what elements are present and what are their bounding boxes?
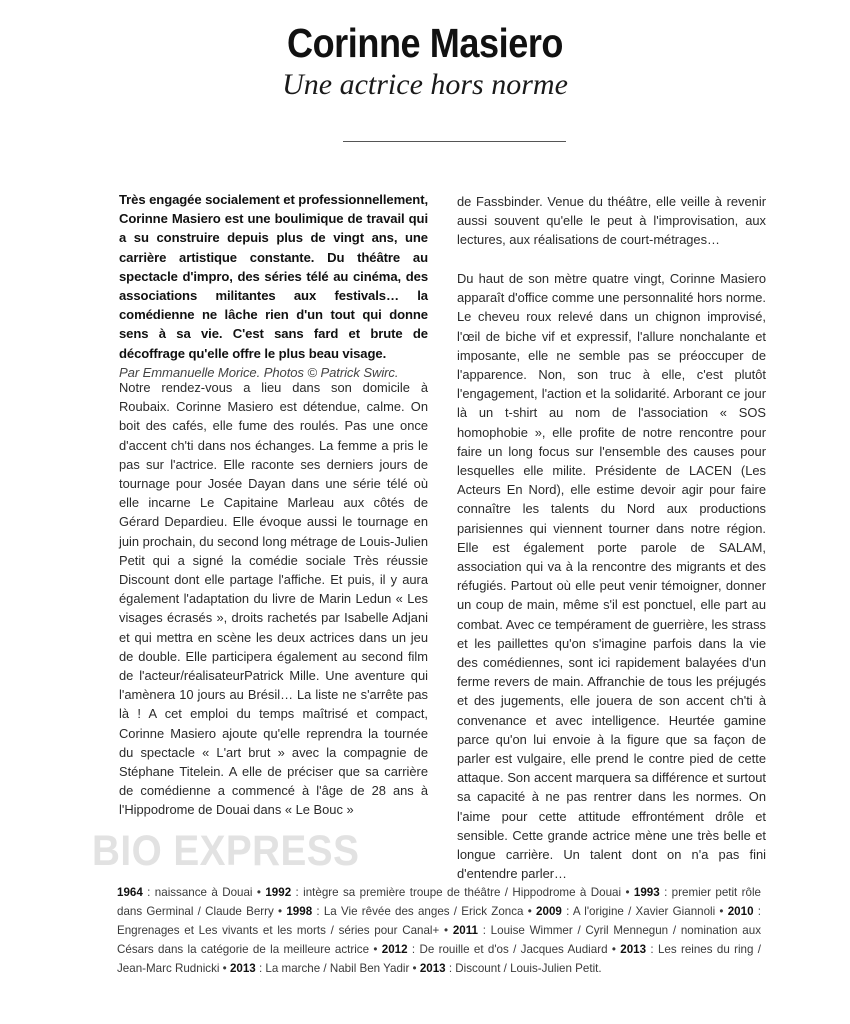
bio-description: : Discount / Louis-Julien Petit.: [445, 962, 602, 975]
bio-heading: BIO EXPRESS: [92, 827, 360, 875]
bio-description: : intègre sa première troupe de théâtre / Hippodrome à Douai •: [291, 886, 634, 899]
bio-description: : Louise Wimmer / Cyril Mennegun / nomination aux Césars dans la catégorie de la meilleure actrice •: [117, 924, 761, 956]
bio-year: 1998: [286, 905, 313, 918]
bio-year: 2012: [381, 943, 408, 956]
bio-entry: [230, 962, 420, 975]
bio-description: : La marche / Nabil Ben Yadir •: [255, 962, 420, 975]
article-column-right-top: [457, 192, 766, 250]
bio-timeline: [117, 883, 761, 978]
bio-entry: [420, 962, 602, 975]
photo-credit: Par Emmanuelle Morice. Photos © Patrick Swirc.: [119, 364, 399, 380]
article-paragraph: de Fassbinder. Venue du théâtre, elle veille à revenir aussi souvent qu'elle le peut à l'improvisation, aux lectures, aux réalisations de court-métrages…: [457, 194, 766, 248]
bio-year: 2013: [419, 962, 446, 975]
bio-description: : La Vie rêvée des anges / Erick Zonca •: [312, 905, 537, 918]
lead-intro: Très engagée socialement et professionnellement, Corinne Masiero est une boulimique de travail qui a su construire depuis plus de vingt ans, une carrière artistique constante. Du théâtre au spectacle d'impro, des séries télé au cinéma, des associations militantes aux festivals… la comédienne ne lâche rien d'un tout qui donne sens à sa vie. C'est sans fard et brute de décoffrage qu'elle offre le plus beau visage.: [119, 192, 428, 361]
bio-year: 2010: [727, 905, 754, 918]
bio-description: : A l'origine / Xavier Giannoli •: [561, 905, 728, 918]
bio-year: 2013: [620, 943, 647, 956]
bio-year: 2009: [536, 905, 562, 918]
bio-description: : Les reines du ring / Jean-Marc Rudnicki •: [117, 943, 761, 975]
article-column-left: [119, 378, 428, 820]
bio-year: 1993: [633, 886, 660, 899]
article-subtitle: Une actrice hors norme: [282, 68, 568, 101]
bio-year: 2011: [452, 924, 478, 937]
article-paragraph: Du haut de son mètre quatre vingt, Corinne Masiero apparaît d'office comme une personnalité hors norme. Le cheveu roux relevé dans un chignon improvisé, l'œil de biche vif et expressif, l'allure nonchalante et imposante, elle ne semble pas se préoccuper de l'apparence. Non, son truc à elle, c'est plutôt l'engagement, l'action et la solidarité. Arborant ce jour là un t-shirt au nom de l'association « SOS homophobie », elle profite de notre rencontre pour faire un long focus sur l'ensemble des causes pour lesquelles elle milite. Présidente de LACEN (Les Acteurs En Nord), elle estime devoir agir pour faire connaître les talents du Nord aux productions parisiennes qui viennent tourner dans notre région. Elle est également porte parole de SALAM, association qui va à la rencontre des migrants et des réfugiés. Partout où elle peut venir témoigner, donner un coup de main, même s'il est ponctuel, elle part au combat. Avec ce tempérament de guerrière, les strass et les paillettes qu'on s'imagine parfois dans la vie des comédiennes, sont ici rapidement balayées d'un ferme revers de main. Affranchie de tous les préjugés et des jugements, elle jouera de son accent ch'ti à convenance et avec intelligence. Heurtée gamine parce qu'on lui envoie à la figure que sa façon de parler est vulgaire, elle prend le contre pied de cette attaque. Son accent marquera sa différence et surtout sa capacité à ne pas rentrer dans les normes. On l'aime pour cette attitude effrontément drôle et sensible. Cette grande actrice mène une très belle et longue carrière. Un talent dont on n'a pas fini d'entendre parler…: [457, 271, 766, 882]
article-title: Corinne Masiero: [286, 20, 564, 66]
bio-year: 1964: [117, 886, 143, 899]
bio-description: : Engrenages et Les vivants et les morts / séries pour Canal+ •: [117, 905, 761, 937]
lead-block: [119, 190, 428, 382]
title-divider: [343, 141, 566, 142]
bio-description: : De rouille et d'os / Jacques Audiard •: [407, 943, 621, 956]
article-paragraph: Notre rendez-vous a lieu dans son domicile à Roubaix. Corinne Masiero est détendue, calme. On boit des cafés, elle fume des roulés. Pas une once d'accent ch'ti dans nos échanges. La femme a pris le pas sur l'actrice. Elle raconte ses derniers jours de tournage pour Josée Dayan dans une série télé où elle incarne Le Capitaine Marleau aux côtés de Gérard Depardieu. Elle évoque aussi le tournage en juin prochain, du second long métrage de Louis-Julien Petit qui a signé la comédie sociale Très réussie Discount dont elle partage l'affiche. Et puis, il y aura également l'adaptation du livre de Marin Ledun « Les visages écrasés », droits rachetés par Isabelle Adjani et qui mettra en scène les deux actrices dans un jeu de double. Elle participera également au second film de l'acteur/réalisateurPatrick Mille. Une aventure qui l'amènera 10 jours au Brésil… La liste ne s'arrête pas là ! A cet emploi du temps maîtrisé et compact, Corinne Masiero ajoute qu'elle reprendra la tournée du spectacle « L'art brut » avec la compagnie de Stéphane Titelein. A elle de préciser que sa carrière de comédienne a commencé à l'âge de 28 ans à l'Hippodrome de Douai dans « Le Bouc »: [119, 380, 428, 818]
bio-entry: [382, 943, 620, 956]
bio-entry: [286, 905, 536, 918]
bio-entry: [536, 905, 728, 918]
bio-description: : premier petit rôle dans Germinal / Claude Berry •: [117, 886, 762, 918]
bio-description: : naissance à Douai •: [142, 886, 266, 899]
bio-entry: [265, 886, 634, 899]
bio-entry: [117, 886, 265, 899]
article-column-right: [457, 269, 766, 884]
bio-year: 1992: [265, 886, 292, 899]
bio-year: 2013: [229, 962, 256, 975]
